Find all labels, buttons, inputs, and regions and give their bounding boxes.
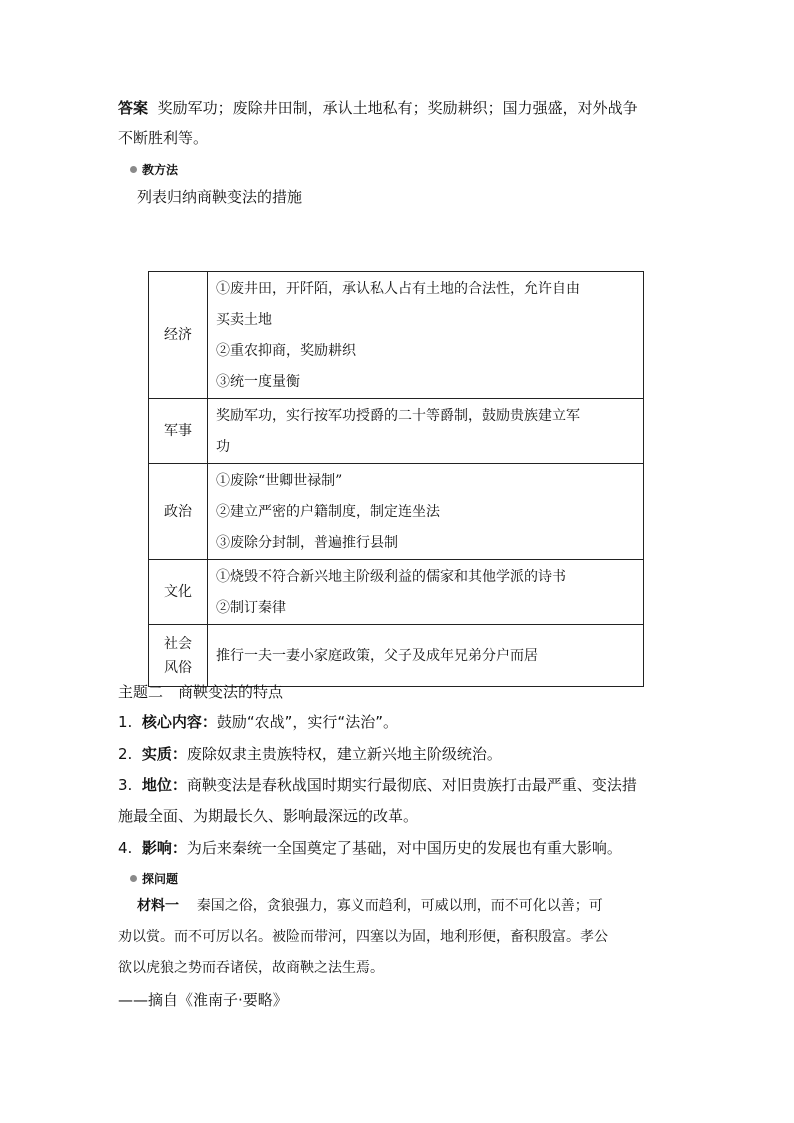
table-row [149,464,644,560]
content-line: 功 [216,439,230,455]
item-number: 4. [118,839,133,857]
content-line: ③废除分封制，普遍推行县制 [216,535,398,551]
bullet-dot-icon [130,166,137,173]
material-line-3: 欲以虎狼之势而吞诸侯，故商鞅之法生焉。 [118,960,384,976]
material-text: 秦国之俗，贪狼强力，寡义而趋利，可威以刑，而不可化以善；可 [196,898,603,914]
content-line: ①废井田，开阡陌，承认私人占有土地的合法性，允许自由 [216,281,580,297]
item-number: 1. [118,713,133,731]
topic2-item-3-continued: 施最全面、为期最长久、影响最深远的改革。 [118,807,419,825]
topic2-item-2 [118,744,502,764]
row-category: 政治 [149,464,208,560]
bullet-dot-icon [130,875,137,882]
item-label: 核心内容： [141,713,217,731]
table-row [149,625,644,687]
row-category [149,625,208,687]
item-text: 鼓励“农战”，实行“法治”。 [216,713,398,731]
row-content [208,272,644,399]
item-text: 商鞅变法是春秋战国时期实行最彻底、对旧贵族打击最严重、变法措 [186,776,637,794]
content-line: ③统一度量衡 [216,374,300,390]
content-line: ①废除“世卿世禄制” [216,473,343,489]
answer-label: 答案 [118,99,149,117]
content-line: 推行一夫一妻小家庭政策，父子及成年兄弟分户而居 [216,648,538,664]
item-text: 为后来秦统一全国奠定了基础，对中国历史的发展也有重大影响。 [186,839,622,857]
table-row [149,399,644,464]
category-line: 风俗 [164,659,192,676]
teaching-method-marker [130,162,178,178]
reform-measures-table [148,271,644,687]
content-line: 买卖土地 [216,312,272,328]
row-category: 文化 [149,560,208,625]
row-category: 经济 [149,272,208,399]
material-line-1 [137,896,603,916]
row-content [208,625,644,687]
row-content [208,560,644,625]
item-text: 废除奴隶主贵族特权，建立新兴地主阶级统治。 [186,745,502,763]
content-line: ②建立严密的户籍制度，制定连坐法 [216,504,440,520]
item-label: 影响： [141,839,187,857]
explore-marker [130,871,178,887]
table-row [149,272,644,399]
material-label: 材料一 [137,898,179,914]
item-label: 实质： [141,745,187,763]
answer-line-1 [118,98,638,118]
answer-line-2: 不断胜利等。 [118,129,209,147]
topic2-heading: 主题二 商鞅变法的特点 [118,683,284,701]
topic2-item-3 [118,775,637,795]
table-row [149,560,644,625]
material-source: ——摘自《淮南子·要略》 [118,991,288,1009]
category-line: 社会 [164,635,192,652]
teaching-method-subtitle: 列表归纳商鞅变法的措施 [137,188,303,206]
explore-label: 探问题 [142,872,179,886]
material-line-2: 劝以赏。而不可厉以名。被险而带河，四塞以为固，地利形便，畜积殷富。孝公 [118,929,608,945]
topic2-item-4 [118,838,622,858]
row-category: 军事 [149,399,208,464]
item-number: 2. [118,745,133,763]
content-line: ②制订秦律 [216,600,286,616]
answer-text: 奖励军功；废除井田制，承认土地私有；奖励耕织；国力强盛，对外战争 [157,99,638,117]
content-line: ②重农抑商，奖励耕织 [216,343,356,359]
teaching-method-label: 教方法 [142,163,179,177]
content-line: ①烧毁不符合新兴地主阶级利益的儒家和其他学派的诗书 [216,569,566,585]
row-content [208,399,644,464]
topic2-item-1 [118,712,398,732]
item-number: 3. [118,776,133,794]
content-line: 奖励军功，实行按军功授爵的二十等爵制，鼓励贵族建立军 [216,408,580,424]
item-label: 地位： [141,776,187,794]
row-content [208,464,644,560]
